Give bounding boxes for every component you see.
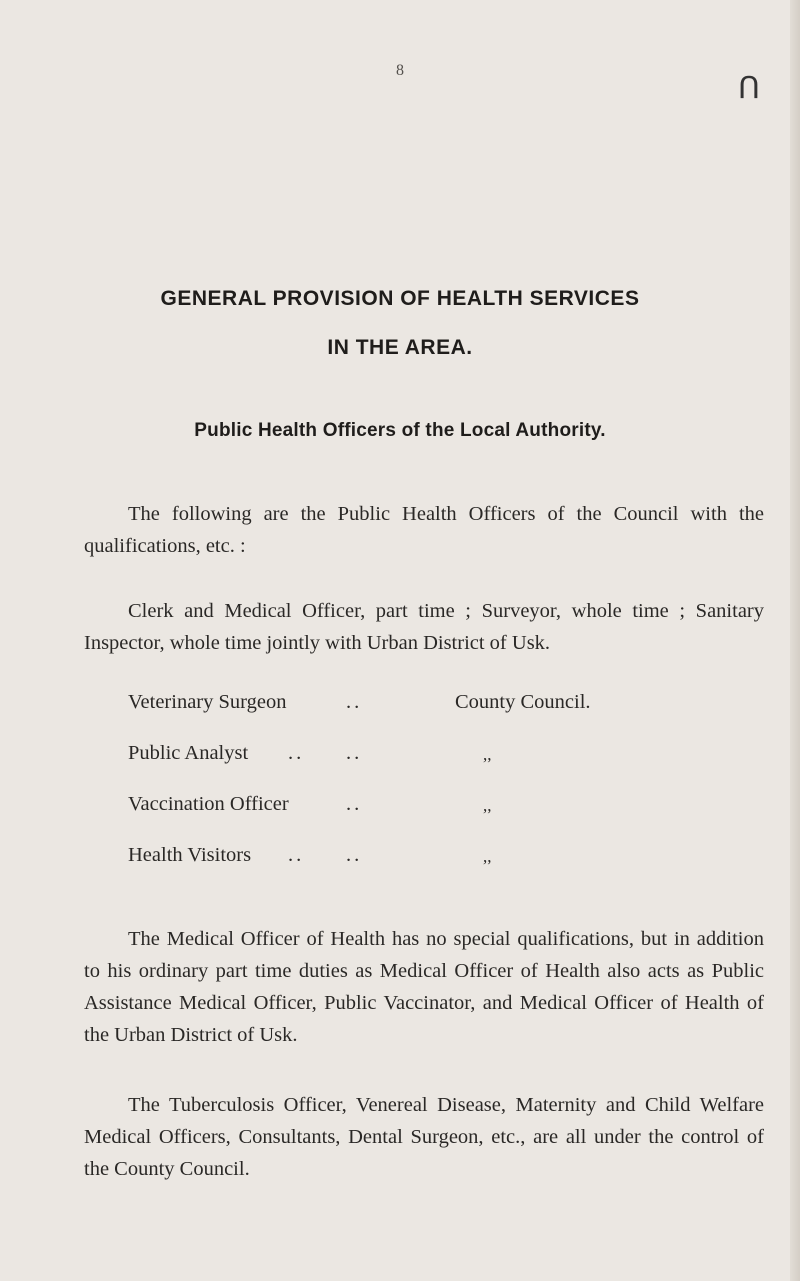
officer-row [128, 686, 748, 737]
title-line-1: GENERAL PROVISION OF HEALTH SERVICES [160, 287, 640, 310]
officer-role: Public Analyst [128, 742, 249, 764]
officer-authority: County Council. [455, 691, 591, 713]
intro-paragraph [84, 498, 764, 562]
page-number: 8 [396, 62, 404, 79]
dot-leader: .. [346, 742, 363, 764]
ditto-mark: ,, [483, 745, 492, 764]
ditto-mark: ,, [483, 847, 492, 866]
officer-role: Veterinary Surgeon [128, 691, 287, 713]
officers-paragraph [84, 595, 764, 659]
intro-paragraph-text: The following are the Public Health Officers of the Council with the qualifications, etc. : [84, 503, 764, 557]
county-paragraph [84, 1089, 764, 1185]
officer-row [128, 737, 748, 788]
moh-paragraph [84, 923, 764, 1051]
dot-leader: .. [346, 844, 363, 866]
dot-leader: .. [346, 691, 363, 713]
corner-mark: ᑎ [738, 71, 760, 106]
officers-paragraph-text: Clerk and Medical Officer, part time ; Surveyor, whole time ; Sanitary Inspector, whole time jointly with Urban District of Usk. [84, 600, 764, 654]
moh-paragraph-text: The Medical Officer of Health has no special qualifications, but in addition to his ordinary part time duties as Medical Officer of Health also acts as Public Assistance Medical Officer, Public Vaccinator, and Medical Officer of Health of the Urban District of Usk. [84, 928, 764, 1046]
page-edge-shadow [790, 0, 800, 1281]
officer-role: Health Visitors [128, 844, 252, 866]
dot-leader: .. [288, 742, 305, 764]
section-subtitle: Public Health Officers of the Local Authority. [194, 420, 606, 441]
officer-row [128, 839, 748, 890]
officer-row [128, 788, 748, 839]
officers-list [128, 686, 748, 890]
officer-role: Vaccination Officer [128, 793, 289, 815]
dot-leader: .. [346, 793, 363, 815]
county-paragraph-text: The Tuberculosis Officer, Venereal Disease, Maternity and Child Welfare Medical Officers, Consultants, Dental Surgeon, etc., are all under the control of the County Council. [84, 1094, 764, 1180]
ditto-mark: ,, [483, 796, 492, 815]
title-line-2: IN THE AREA. [327, 336, 473, 359]
dot-leader: .. [288, 844, 305, 866]
